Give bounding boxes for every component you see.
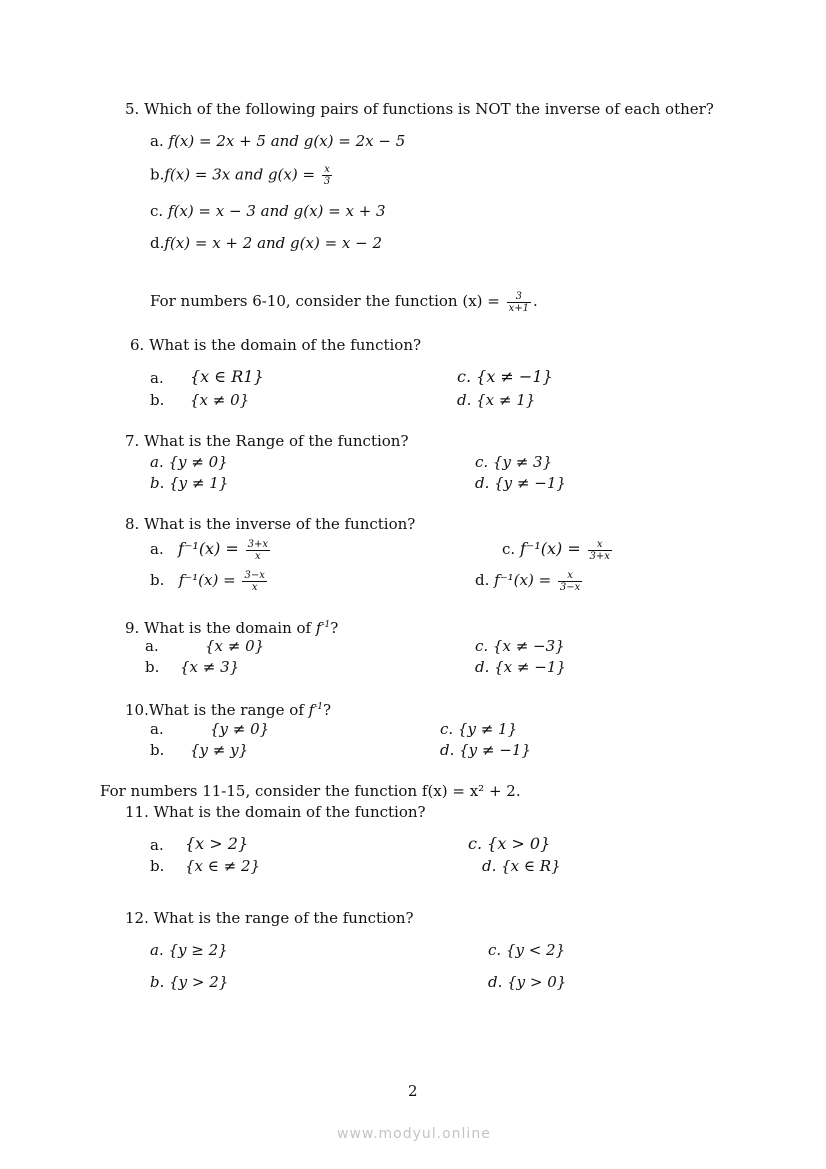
q10-option-b: {y ≠ y} — [190, 741, 249, 759]
q6-option-d: d. {x ≠ 1} — [457, 391, 536, 409]
q8-c-expr: f⁻¹(x) = — [519, 539, 581, 558]
q12-option-d: d. {y > 0} — [488, 973, 567, 991]
intro-6-10-text: For numbers 6-10, consider the function (x) = — [150, 292, 500, 310]
q7-option-c: c. {y ≠ 3} — [475, 453, 553, 471]
q5-option-c — [150, 202, 386, 220]
q6-option-a: {x ∈ R1} — [190, 367, 264, 386]
q10-b-label: b. — [150, 741, 165, 759]
q8-b-label: b. — [150, 571, 165, 589]
q6-a-label: a. — [150, 369, 164, 387]
q6-stem: 6. What is the domain of the function? — [130, 336, 422, 354]
page-number: 2 — [408, 1082, 418, 1100]
q8-b-fraction: $\frac{3-x}{x}$ — [244, 569, 265, 593]
q8-c-label: c. — [502, 540, 516, 558]
intro-11-15: For numbers 11-15, consider the function f(x) = x² + 2. — [100, 782, 521, 800]
q7-stem: 7. What is the Range of the function? — [125, 432, 409, 450]
watermark: www.modyul.online — [337, 1126, 491, 1142]
q8-b-expr: f⁻¹(x) = — [178, 571, 236, 589]
q7-option-a: a. {y ≠ 0} — [150, 453, 228, 471]
q11-b-label: b. — [150, 857, 165, 875]
q11-a-label: a. — [150, 836, 164, 854]
q9-option-d: d. {x ≠ −1} — [475, 658, 566, 676]
q8-a-label: a. — [150, 540, 164, 558]
q8-option-b — [150, 565, 269, 595]
q5-option-a — [150, 132, 405, 150]
q11-stem: 11. What is the domain of the function? — [125, 803, 426, 821]
q12-stem: 12. What is the range of the function? — [125, 909, 414, 927]
intro-6-10-fraction: $\frac{3}{x+1}$ — [508, 290, 530, 314]
q8-c-fraction: $\frac{x}{3+x}$ — [589, 538, 610, 562]
q8-option-c — [502, 534, 614, 564]
q8-a-fraction: $\frac{3+x}{x}$ — [247, 538, 268, 562]
q5-a-expr: f(x) = 2x + 5 and g(x) = 2x − 5 — [168, 132, 406, 150]
q10-option-c: c. {y ≠ 1} — [440, 720, 518, 738]
q7-option-b: b. {y ≠ 1} — [150, 474, 229, 492]
q11-option-a: {x > 2} — [185, 834, 249, 853]
q11-option-d: d. {x ∈ R} — [482, 857, 561, 875]
q7-option-d: d. {y ≠ −1} — [475, 474, 566, 492]
intro-6-10: For numbers 6-10, consider the function (x) = $\frac{3}{x+1}$ . — [150, 290, 538, 314]
q9-option-a: {x ≠ 0} — [205, 637, 265, 655]
q5-d-label: d. — [150, 234, 165, 252]
q8-a-expr: f⁻¹(x) = — [178, 539, 239, 558]
q5-option-d — [150, 234, 382, 252]
q11-option-b: {x ∈ ≠ 2} — [185, 857, 261, 875]
q6-option-b: {x ≠ 0} — [190, 391, 250, 409]
q11-option-c: c. {x > 0} — [468, 834, 551, 853]
q9-option-c: c. {x ≠ −3} — [475, 637, 565, 655]
q12-option-b: b. {y > 2} — [150, 973, 229, 991]
q10-option-a: {y ≠ 0} — [210, 720, 270, 738]
q5-a-label: a. — [150, 132, 164, 150]
q8-d-fraction: $\frac{x}{3-x}$ — [559, 569, 581, 593]
q9-b-label: b. — [145, 658, 160, 676]
q10-stem: 10.What is the range of $f^{-1}$? — [125, 701, 332, 719]
q12-option-c: c. {y < 2} — [488, 941, 566, 959]
q8-d-expr: f⁻¹(x) = — [494, 571, 552, 589]
q5-d-expr: f(x) = x + 2 and g(x) = x − 2 — [164, 234, 383, 252]
q5-c-label: c. — [150, 202, 164, 220]
q9-a-label: a. — [145, 637, 159, 655]
q6-option-c: c. {x ≠ −1} — [457, 367, 553, 386]
q5-option-b — [150, 164, 334, 187]
q8-option-d — [475, 565, 584, 595]
q5-b-expr: f(x) = 3x and g(x) = — [164, 165, 316, 184]
q8-stem: 8. What is the inverse of the function? — [125, 515, 416, 533]
q5-c-expr: f(x) = x − 3 and g(x) = x + 3 — [167, 202, 386, 220]
q9-stem: 9. What is the domain of $f^{-1}$? — [125, 619, 339, 637]
q5-b-fraction: $\frac{x}{3}$ — [323, 164, 331, 187]
q5-b-label: b. — [150, 165, 165, 184]
q10-a-label: a. — [150, 720, 164, 738]
q8-d-label: d. — [475, 571, 490, 589]
q9-option-b: {x ≠ 3} — [180, 658, 240, 676]
q5-stem: 5. Which of the following pairs of functions is NOT the inverse of each other? — [125, 100, 714, 118]
q8-option-a — [150, 534, 272, 564]
q10-option-d: d. {y ≠ −1} — [440, 741, 531, 759]
q12-option-a: a. {y ≥ 2} — [150, 941, 228, 959]
q6-b-label: b. — [150, 391, 165, 409]
